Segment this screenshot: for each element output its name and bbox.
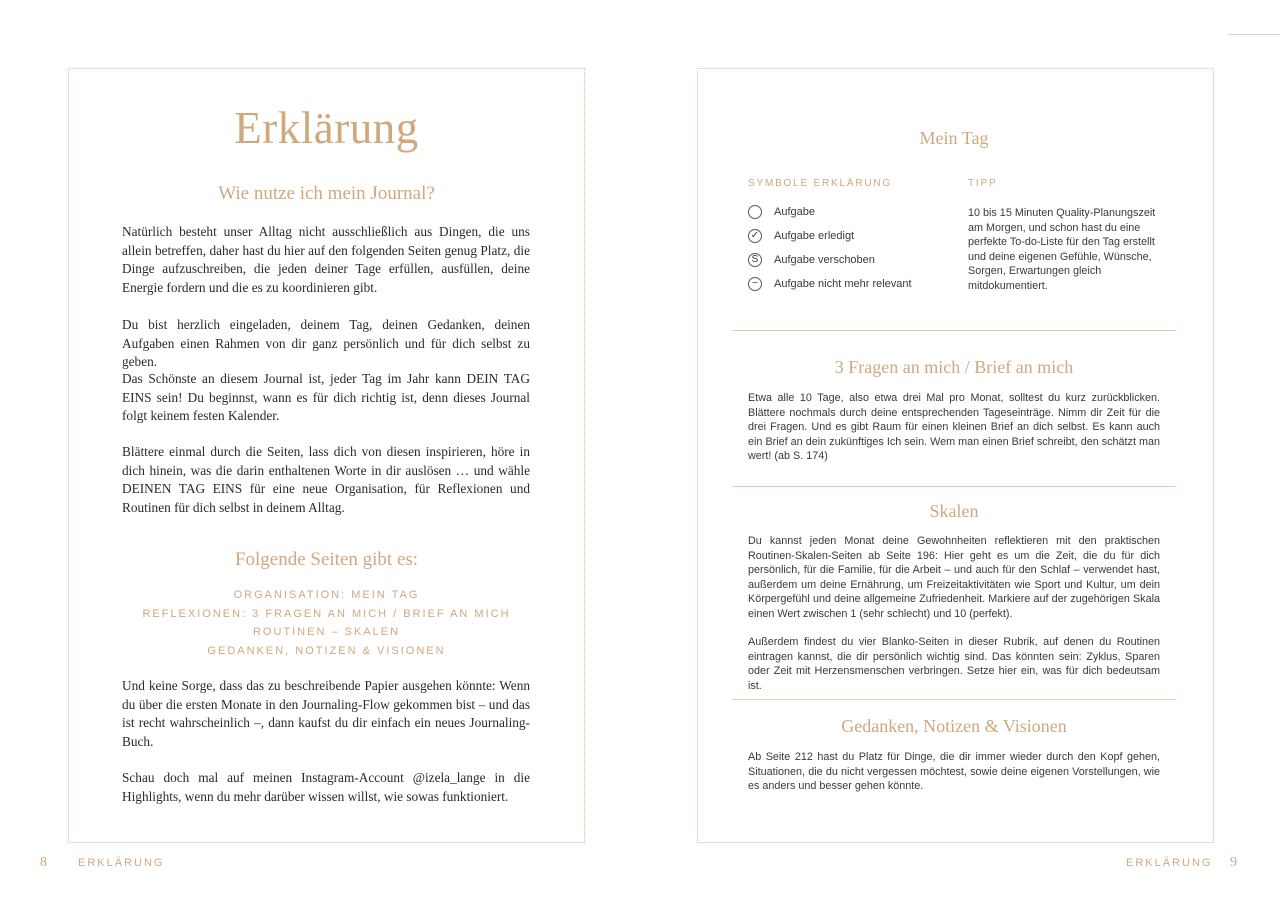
section-item-gedanken: GEDANKEN, NOTIZEN & VISIONEN: [207, 644, 446, 657]
minus-circle-icon: −: [748, 277, 762, 291]
page-number-left: 8: [40, 855, 47, 870]
section-divider: [732, 330, 1176, 331]
fragen-text: Etwa alle 10 Tage, also etwa drei Mal pro Monat, solltest du kurz zurückblicken. Blättere nochmals durch deine entsprechenden Tageseinträge. Nimm dir Zeit für die drei Fragen. Und es gibt Raum für einen kleinen Brief an dich selbst. Es kann auch ein Brief an dein zukünftiges Ich sein. Wem man einen Brief schreibt, den schätzt man wert! (ab S. 174): [748, 392, 1160, 463]
tipp-text: 10 bis 15 Minuten Quality-Planungszeit am Morgen, und schon hast du eine perfekte To-do-Liste für den Tag erstellt und deine eigenen Gefühle, Wünsche, Sorgen, Erwartungen gleich mitdokumentiert.: [968, 207, 1156, 292]
paragraph-invitation: Du bist herzlich eingeladen, deinem Tag, deinen Gedanken, deinen Aufgaben einen Rahmen von dir ganz persönlich und für dich selbst zu geben.: [122, 317, 530, 369]
mein-tag-title: Mein Tag: [919, 128, 989, 148]
sections-list: [68, 586, 585, 660]
check-circle-icon: ✓: [748, 229, 762, 243]
symbol-label: Aufgabe nicht mehr relevant: [774, 278, 912, 290]
gedanken-title: Gedanken, Notizen & Visionen: [841, 716, 1067, 736]
skalen-text: Du kannst jeden Monat deine Gewohnheiten reflektieren mit den praktischen Routinen-Skalen-Seiten ab Seite 196: Hier geht es um die Zeit, die du für dich persönlich, für die Familie, für die Arbeit – und auch für den Schlaf – verwendet hast, außerdem um deine Ernährung, um Freizeitaktivitäten wie Sport und Kultur, um dein Körpergefühl und deine allgemeine Zufriedenheit. Markiere auf der zugehörigen Skala einen Wert zwischen 1 (sehr schlecht) und 10 (perfekt).: [748, 535, 1160, 620]
paragraph-browse: Blättere einmal durch die Seiten, lass dich von diesen inspirieren, höre in dich hinein, was die darin enthaltenen Worte in dir auslösen … und wähle DEINEN TAG EINS für eine neue Organisation, für Reflexionen und Routinen für dich selbst in deinem Alltag.: [122, 444, 530, 515]
symbol-label: Aufgabe: [774, 206, 815, 218]
skalen-text-blanko: Außerdem findest du vier Blanko-Seiten in dieser Rubrik, auf denen du Routinen eintragen kannst, die dir persönlich wichtig sind. Das könnten sein: Zyklus, Sparen oder Zeit mit Herzensmenschen verbringen. Setze hier ein, was für dich bedeutsam ist.: [748, 636, 1160, 692]
page-number-right: 9: [1230, 855, 1237, 870]
paragraph-paper: Und keine Sorge, dass das zu beschreibende Papier ausgehen könnte: Wenn du über die ersten Monate in den Journaling-Flow gekommen bist – und das ist recht wahrscheinlich –, dann kaufst du dir einfach ein neues Journaling-Buch.: [122, 678, 530, 749]
section-item-organisation: ORGANISATION: MEIN TAG: [233, 589, 420, 601]
sections-heading: Folgende Seiten gibt es:: [234, 549, 419, 570]
empty-circle-icon: [748, 205, 762, 219]
s-circle-icon: S: [748, 253, 762, 267]
symbol-label: Aufgabe verschoben: [774, 254, 875, 266]
top-right-accent-line: [1228, 34, 1280, 35]
footer-label-left: ERKLÄRUNG: [78, 857, 165, 869]
section-item-routinen: ROUTINEN – SKALEN: [252, 626, 401, 638]
fragen-title: 3 Fragen an mich / Brief an mich: [834, 357, 1074, 377]
symbol-row-verschoben: [748, 251, 875, 269]
page-title: Erklärung: [234, 103, 419, 153]
paragraph-instagram: Schau doch mal auf meinen Instagram-Account @izela_lange in die Highlights, wenn du mehr darüber wissen willst, wie sowas funktioniert.: [122, 770, 530, 804]
symbol-row-nicht-relevant: [748, 275, 912, 293]
symbol-row-aufgabe: [748, 203, 815, 221]
gedanken-text: Ab Seite 212 hast du Platz für Dinge, die dir immer wieder durch den Kopf gehen, Situationen, die du nicht vergessen möchtest, sowie deine eigenen Vorstellungen, wie es anders und besser gehen könnte.: [748, 751, 1160, 793]
tipp-label: TIPP: [968, 178, 998, 189]
paragraph-tag-eins: Das Schönste an diesem Journal ist, jeder Tag im Jahr kann DEIN TAG EINS sein! Du beginnst, wann es für dich richtig ist, denn dieses Journal folgt keinem festen Kalender.: [122, 371, 530, 423]
symbol-row-erledigt: [748, 227, 854, 245]
paragraph-intro: Natürlich besteht unser Alltag nicht ausschließlich aus Dingen, die uns allein betreffen, daher hast du hier auf den folgenden Seiten genug Platz, die Dinge aufzuschreiben, die jeden deiner Tage erfüllen, ausfüllen, deine Energie fordern und die es zu koordinieren gibt.: [122, 224, 530, 295]
section-divider: [732, 486, 1176, 487]
journal-subtitle: Wie nutze ich mein Journal?: [218, 183, 435, 204]
symbols-label: SYMBOLE ERKLÄRUNG: [748, 178, 892, 189]
section-item-reflexionen: REFLEXIONEN: 3 FRAGEN AN MICH / BRIEF AN MICH: [142, 607, 511, 620]
footer-label-right: ERKLÄRUNG: [1126, 857, 1213, 869]
symbol-label: Aufgabe erledigt: [774, 230, 855, 242]
section-divider: [732, 699, 1176, 700]
skalen-title: Skalen: [929, 501, 979, 521]
